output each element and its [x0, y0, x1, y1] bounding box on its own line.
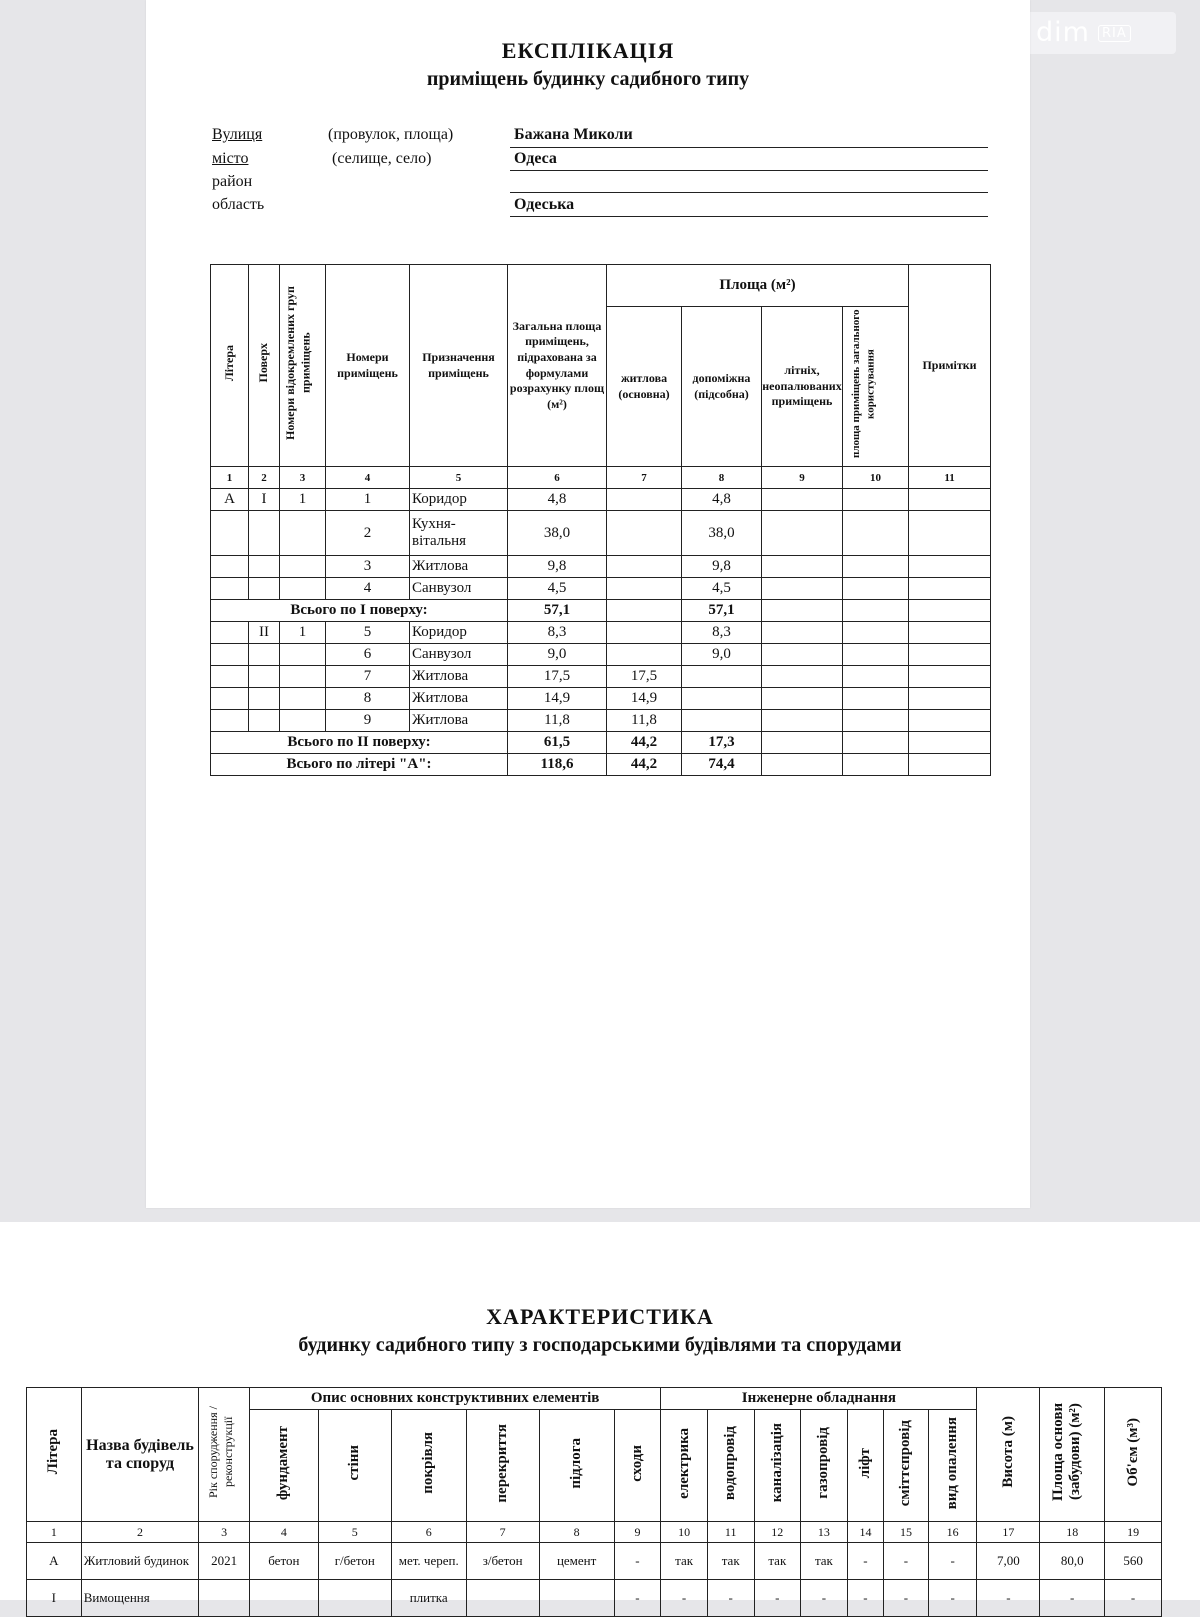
- col-aux-header: допоміжна (підсобна): [682, 307, 762, 467]
- table-row: 9 Житлова 11,8 11,8: [211, 710, 991, 732]
- water-header: водопровід: [707, 1410, 754, 1522]
- table-row: 2 Кухня-вітальня 38,0 38,0: [211, 511, 991, 556]
- region-value: Одеська: [514, 196, 575, 213]
- district-label: район: [212, 173, 253, 190]
- city-label: місто: [212, 150, 249, 167]
- char-height-header: Висота (м): [977, 1388, 1040, 1522]
- char-year-header: Рік спорудження / реконструкції: [199, 1388, 250, 1522]
- col-total-header: Загальна площа приміщень, підрахована за формулами розрахунку площ (м²): [508, 265, 607, 467]
- characteristic-subtitle: будинку садибного типу з господарськими будівлями та спорудами: [298, 1334, 902, 1356]
- col-summer-header: літніх, неопалюваних приміщень: [762, 307, 843, 467]
- flooring-header: підлога: [539, 1410, 614, 1522]
- col-common-header: площа приміщень загального користування: [843, 307, 909, 467]
- characteristic-title: ХАРАКТЕРИСТИКА: [486, 1304, 714, 1329]
- col-room-no-header: Номери приміщень: [326, 265, 410, 467]
- floors-header: перекриття: [466, 1410, 539, 1522]
- col-notes-header: Примітки: [909, 265, 991, 467]
- site-watermark: [1022, 12, 1176, 54]
- lift-header: ліфт: [847, 1410, 883, 1522]
- city-alt-label: (селище, село): [332, 150, 432, 167]
- grand-total-row: Всього по літері "А": 118,6 44,2 74,4: [211, 754, 991, 776]
- char-name-header: Назва будівель та споруд: [81, 1388, 199, 1522]
- street-alt-label: (провулок, площа): [328, 126, 454, 143]
- col-group-header: Номери відокремлених груп приміщень: [280, 265, 326, 467]
- roof-header: покрівля: [391, 1410, 466, 1522]
- col-letter-header: Літера: [211, 265, 249, 467]
- table-row: ІІ 1 5 Коридор 8,3 8,3: [211, 622, 991, 644]
- district-line: [510, 192, 988, 193]
- explication-page: [146, 0, 1030, 1208]
- structure-header: Опис основних конструктивних елементів: [249, 1388, 660, 1410]
- floor1-total-row: Всього по І поверху: 57,1 57,1: [211, 600, 991, 622]
- table-row: 7 Житлова 17,5 17,5: [211, 666, 991, 688]
- electricity-header: електрика: [661, 1410, 708, 1522]
- region-line: [510, 216, 988, 217]
- street-label: Вулиця: [212, 126, 263, 143]
- watermark-text: dim: [1036, 17, 1090, 48]
- city-value: Одеса: [514, 150, 557, 167]
- area-header: Площа (м²): [607, 265, 909, 307]
- heating-header: вид опалення: [928, 1410, 977, 1522]
- char-base-area-header: Площа основи (забудови) (м²): [1040, 1388, 1105, 1522]
- table-row: 8 Житлова 14,9 14,9: [211, 688, 991, 710]
- watermark-badge: RIA: [1098, 25, 1131, 42]
- table-row: І Вимощення плитка - - - - - - - - - - -: [27, 1580, 1162, 1617]
- city-line: [510, 170, 988, 171]
- char-volume-header: Об'єм (м³): [1105, 1388, 1162, 1522]
- table-row: А І 1 1 Коридор 4,8 4,8: [211, 489, 991, 511]
- region-label: область: [212, 196, 265, 213]
- table-row: 4 Санвузол 4,5 4,5: [211, 578, 991, 600]
- stairs-header: сходи: [614, 1410, 661, 1522]
- char-letter-header: Літера: [27, 1388, 82, 1522]
- explication-title: ЕКСПЛІКАЦІЯ: [501, 38, 675, 63]
- col-floor-header: Поверх: [249, 265, 280, 467]
- table-row: А Житловий будинок 2021 бетон г/бетон мет. череп. з/бетон цемент - так так так так - - - 7,00 80,0 560: [27, 1543, 1162, 1580]
- char-column-numbers-row: 1 2 3 4 5 6 7 8 9 10 11 12 13 14 15 16 17 18 19: [27, 1522, 1162, 1543]
- characteristic-table: [26, 1387, 1162, 1617]
- foundation-header: фундамент: [249, 1410, 318, 1522]
- street-value: Бажана Миколи: [514, 126, 633, 143]
- street-line: [510, 147, 988, 148]
- col-purpose-header: Призначення приміщень: [410, 265, 508, 467]
- table-row: 6 Санвузол 9,0 9,0: [211, 644, 991, 666]
- walls-header: стіни: [318, 1410, 391, 1522]
- engineering-header: Інженерне обладнання: [661, 1388, 977, 1410]
- characteristic-page: [0, 1222, 1200, 1605]
- explication-subtitle: приміщень будинку садибного типу: [426, 68, 750, 90]
- sewer-header: каналізація: [754, 1410, 801, 1522]
- explication-table: [210, 264, 991, 776]
- floor2-total-row: Всього по ІІ поверху: 61,5 44,2 17,3: [211, 732, 991, 754]
- gas-header: газопровід: [801, 1410, 848, 1522]
- table-row: 3 Житлова 9,8 9,8: [211, 556, 991, 578]
- column-numbers-row: 1 2 3 4 5 6 7 8 9 10 11: [211, 467, 991, 489]
- col-living-header: житлова (основна): [607, 307, 682, 467]
- garbage-header: сміттєпровід: [884, 1410, 929, 1522]
